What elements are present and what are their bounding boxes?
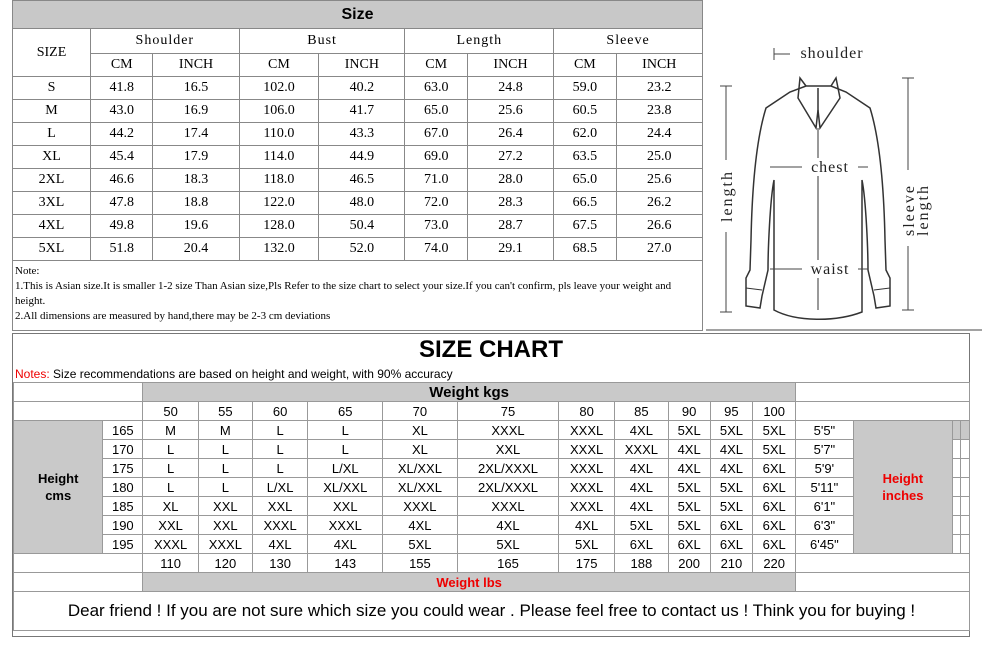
recommended-size-cell: 4XL [668,459,710,478]
recommended-size-cell: XXXL [559,459,615,478]
recommended-size-cell: XXXL [457,497,559,516]
measurement-cell: 46.6 [91,169,153,192]
length-label: length [719,170,736,222]
notes-label: Notes: [15,367,50,381]
table-row [14,459,970,478]
unit-header: INCH [616,54,702,77]
unit-header: CM [405,54,467,77]
height-cms-header [14,421,103,554]
size-chart-notes [15,367,453,381]
waist-label: waist [810,261,850,278]
height-inch-cell: 5'9' [796,459,854,478]
table-row [14,478,970,497]
recommended-size-cell: XXL [252,497,308,516]
recommended-size-cell: 5XL [753,421,796,440]
measurement-cell: 27.0 [616,238,702,261]
size-label: 4XL [13,215,91,238]
measurement-cell: 29.1 [467,238,553,261]
height-inch-cell: 5'11" [796,478,854,497]
recommended-size-cell: L [252,440,308,459]
weight-lbs-cell: 155 [383,554,458,573]
measurement-cell: 26.2 [616,192,702,215]
recommended-size-cell: 4XL [559,516,615,535]
recommended-size-cell: 4XL [614,497,668,516]
blank-cell [953,497,961,516]
contact-message: Dear friend ! If you are not sure which size you could wear . Please feel free to contact us ! Think you for buying ! [14,592,970,631]
shoulder-label: shoulder [800,45,864,62]
recommended-size-cell: XXXL [559,440,615,459]
measurement-cell: 73.0 [405,215,467,238]
weight-lbs-cell: 220 [753,554,796,573]
size-label: 5XL [13,238,91,261]
table-row [13,215,703,238]
recommended-size-cell: 5XL [753,440,796,459]
measurement-cell: 20.4 [153,238,239,261]
height-inches-label-1: Height [882,471,924,486]
measurement-cell: 74.0 [405,238,467,261]
recommended-size-cell: 4XL [614,478,668,497]
table-row [13,146,703,169]
measurement-cell: 25.6 [467,100,553,123]
table-row [14,440,970,459]
table-row [14,421,970,440]
recommended-size-cell: XXXL [559,497,615,516]
measurement-cell: 27.2 [467,146,553,169]
table-row [13,123,703,146]
shirt-measurement-diagram [706,0,982,333]
recommended-size-cell: XXXL [252,516,308,535]
size-notes [13,261,703,331]
recommended-size-cell: 4XL [668,440,710,459]
size-label: S [13,77,91,100]
size-label: XL [13,146,91,169]
measurement-cell: 63.0 [405,77,467,100]
note-title: Note: [15,265,40,277]
weight-lbs-cell: 130 [252,554,308,573]
recommended-size-cell: 6XL [753,459,796,478]
recommended-size-cell: L [252,459,308,478]
recommended-size-cell: XXXL [559,421,615,440]
recommended-size-cell: 4XL [614,459,668,478]
recommended-size-cell: XL/XXL [383,459,458,478]
recommended-size-cell: XXXL [559,478,615,497]
recommended-size-cell: 4XL [710,459,753,478]
recommended-size-cell: 6XL [753,497,796,516]
measurement-cell: 59.0 [554,77,616,100]
measurement-cell: 69.0 [405,146,467,169]
recommended-size-cell: 5XL [559,535,615,554]
weight-lbs-cell: 165 [457,554,559,573]
height-cm-cell: 170 [103,440,143,459]
blank-cell [796,573,970,592]
measurement-cell: 28.7 [467,215,553,238]
size-label: 3XL [13,192,91,215]
measurement-cell: 48.0 [319,192,405,215]
measurement-cell: 118.0 [239,169,319,192]
size-label: M [13,100,91,123]
weight-kg-cell: 50 [143,402,199,421]
measurement-cell: 45.4 [91,146,153,169]
recommended-size-cell: 6XL [753,535,796,554]
recommended-size-cell: L [143,478,199,497]
blank-cell [953,516,961,535]
recommended-size-cell: XXXL [457,421,559,440]
recommended-size-cell: 5XL [710,497,753,516]
weight-lbs-label: Weight lbs [143,573,796,592]
recommended-size-cell: L [308,440,383,459]
measurement-cell: 122.0 [239,192,319,215]
height-cm-cell: 165 [103,421,143,440]
weight-lbs-cell: 210 [710,554,753,573]
measurement-cell: 28.0 [467,169,553,192]
weight-kg-cell: 90 [668,402,710,421]
measurement-cell: 47.8 [91,192,153,215]
measurement-cell: 41.7 [319,100,405,123]
measurement-cell: 23.8 [616,100,702,123]
recommended-size-cell: XL/XXL [308,478,383,497]
measurement-cell: 49.8 [91,215,153,238]
height-cm-cell: 195 [103,535,143,554]
weight-kg-cell: 70 [383,402,458,421]
blank-cell [960,497,969,516]
length-header: Length [405,29,554,54]
measurement-cell: 110.0 [239,123,319,146]
weight-lbs-cell: 110 [143,554,199,573]
weight-kg-cell: 55 [198,402,252,421]
unit-header: INCH [467,54,553,77]
recommended-size-cell: 6XL [710,516,753,535]
blank-cell [960,459,969,478]
recommended-size-cell: 5XL [668,516,710,535]
blank-cell [960,478,969,497]
measurement-cell: 65.0 [405,100,467,123]
recommended-size-cell: 5XL [614,516,668,535]
table-row [14,516,970,535]
measurement-cell: 132.0 [239,238,319,261]
height-inch-cell: 6'45" [796,535,854,554]
measurement-cell: 67.5 [554,215,616,238]
recommended-size-cell: L [198,459,252,478]
recommended-size-cell: XXXL [198,535,252,554]
table-row [13,192,703,215]
height-inch-cell: 6'3" [796,516,854,535]
height-weight-table [13,382,970,631]
bust-header: Bust [239,29,405,54]
height-inches-header [853,421,952,554]
measurement-cell: 68.5 [554,238,616,261]
recommended-size-cell: 4XL [252,535,308,554]
blank-cell [14,402,143,421]
recommended-size-cell: 4XL [308,535,383,554]
blank-cell [796,554,970,573]
blank-cell [14,554,143,573]
measurement-cell: 52.0 [319,238,405,261]
height-cms-label-1: Height [37,471,79,486]
recommended-size-cell: XXL [308,497,383,516]
height-cms-label-2: cms [45,488,72,503]
unit-header: CM [554,54,616,77]
measurement-cell: 71.0 [405,169,467,192]
height-cm-cell: 190 [103,516,143,535]
blank-cell [14,383,143,402]
height-inch-cell: 5'5" [796,421,854,440]
recommended-size-cell: XL [143,497,199,516]
weight-kg-cell: 80 [559,402,615,421]
measurement-cell: 24.4 [616,123,702,146]
measurement-cell: 43.0 [91,100,153,123]
table-row [13,77,703,100]
measurement-cell: 65.0 [554,169,616,192]
table-row [13,169,703,192]
recommended-size-cell: 5XL [668,421,710,440]
size-chart [12,333,970,637]
measurement-cell: 40.2 [319,77,405,100]
recommended-size-cell: XXL [198,497,252,516]
measurement-cell: 19.6 [153,215,239,238]
recommended-size-cell: 5XL [710,478,753,497]
measurement-cell: 67.0 [405,123,467,146]
size-table-title: Size [13,1,703,29]
blank-cell [14,573,143,592]
recommended-size-cell: L/XL [308,459,383,478]
measurement-cell: 28.3 [467,192,553,215]
recommended-size-cell: 6XL [753,478,796,497]
table-row [13,100,703,123]
blank-cell [796,402,970,421]
sleeve-label: sleeve [901,184,918,236]
measurement-cell: 16.5 [153,77,239,100]
note-1: 1.This is Asian size.It is smaller 1-2 size Than Asian size,Pls Refer to the size chart to select your size.If you can't confirm, pls leave your weight and height. [15,280,672,307]
sleeve-length-label: length [915,184,932,236]
recommended-size-cell: 5XL [668,478,710,497]
recommended-size-cell: 5XL [383,535,458,554]
recommended-size-cell: M [143,421,199,440]
weight-kg-cell: 75 [457,402,559,421]
measurement-cell: 17.9 [153,146,239,169]
recommended-size-cell: M [198,421,252,440]
recommended-size-cell: 4XL [710,440,753,459]
recommended-size-cell: L [143,440,199,459]
unit-header: CM [91,54,153,77]
weight-lbs-cell: 188 [614,554,668,573]
recommended-size-cell: XXL [457,440,559,459]
unit-header: CM [239,54,319,77]
blank-cell [960,516,969,535]
weight-lbs-cell: 143 [308,554,383,573]
weight-lbs-cell: 200 [668,554,710,573]
unit-header: INCH [153,54,239,77]
size-column-header: SIZE [13,29,91,77]
blank-cell [953,459,961,478]
recommended-size-cell: XL/XXL [383,478,458,497]
recommended-size-cell: 4XL [457,516,559,535]
measurement-cell: 25.6 [616,169,702,192]
measurement-cell: 43.3 [319,123,405,146]
size-label: 2XL [13,169,91,192]
recommended-size-cell: XXL [143,516,199,535]
recommended-size-cell: 4XL [383,516,458,535]
recommended-size-cell: 2XL/XXXL [457,459,559,478]
note-2: 2.All dimensions are measured by hand,there may be 2-3 cm deviations [15,310,331,322]
shirt-illustration [706,0,982,333]
blank-cell [953,478,961,497]
weight-kg-cell: 85 [614,402,668,421]
blank-cell [953,440,961,459]
measurement-cell: 44.2 [91,123,153,146]
recommended-size-cell: 4XL [614,421,668,440]
weight-kg-cell: 100 [753,402,796,421]
weight-lbs-cell: 120 [198,554,252,573]
measurement-cell: 72.0 [405,192,467,215]
height-cm-cell: 180 [103,478,143,497]
measurement-cell: 26.6 [616,215,702,238]
recommended-size-cell: XL [383,440,458,459]
measurement-cell: 17.4 [153,123,239,146]
unit-header: INCH [319,54,405,77]
weight-kg-cell: 95 [710,402,753,421]
weight-kg-cell: 60 [252,402,308,421]
height-cm-cell: 185 [103,497,143,516]
recommended-size-cell: 6XL [614,535,668,554]
measurement-cell: 23.2 [616,77,702,100]
chest-label: chest [811,159,849,176]
blank-cell [953,535,961,554]
table-row [14,497,970,516]
height-inch-cell: 5'7" [796,440,854,459]
recommended-size-cell: 2XL/XXXL [457,478,559,497]
blank-cell [796,383,970,402]
blank-cell [953,421,961,440]
recommended-size-cell: XXXL [143,535,199,554]
recommended-size-cell: L/XL [252,478,308,497]
measurement-cell: 44.9 [319,146,405,169]
recommended-size-cell: 5XL [457,535,559,554]
measurement-cell: 114.0 [239,146,319,169]
notes-text: Size recommendations are based on height and weight, with 90% accuracy [49,367,453,381]
recommended-size-cell: L [308,421,383,440]
weight-lbs-cell: 175 [559,554,615,573]
blank-cell [960,440,969,459]
recommended-size-cell: 6XL [753,516,796,535]
measurement-cell: 50.4 [319,215,405,238]
measurement-cell: 46.5 [319,169,405,192]
recommended-size-cell: L [252,421,308,440]
measurement-cell: 63.5 [554,146,616,169]
measurement-cell: 18.8 [153,192,239,215]
weight-kgs-header: Weight kgs [143,383,796,402]
shoulder-header: Shoulder [91,29,240,54]
measurement-cell: 106.0 [239,100,319,123]
measurement-cell: 60.5 [554,100,616,123]
sleeve-header: Sleeve [554,29,703,54]
table-row [13,238,703,261]
measurement-cell: 128.0 [239,215,319,238]
table-row [14,535,970,554]
measurement-cell: 51.8 [91,238,153,261]
measurement-cell: 25.0 [616,146,702,169]
measurement-cell: 62.0 [554,123,616,146]
recommended-size-cell: XXXL [383,497,458,516]
recommended-size-cell: XXL [198,516,252,535]
weight-kg-cell: 65 [308,402,383,421]
blank-cell [960,535,969,554]
measurement-cell: 16.9 [153,100,239,123]
size-label: L [13,123,91,146]
measurement-cell: 41.8 [91,77,153,100]
recommended-size-cell: L [143,459,199,478]
size-chart-title: SIZE CHART [419,336,563,363]
recommended-size-cell: L [198,440,252,459]
recommended-size-cell: XL [383,421,458,440]
recommended-size-cell: 6XL [668,535,710,554]
recommended-size-cell: 5XL [710,421,753,440]
measurement-cell: 18.3 [153,169,239,192]
measurement-cell: 24.8 [467,77,553,100]
measurement-cell: 26.4 [467,123,553,146]
measurement-cell: 66.5 [554,192,616,215]
recommended-size-cell: L [198,478,252,497]
recommended-size-cell: XXXL [308,516,383,535]
recommended-size-cell: 6XL [710,535,753,554]
blank-cell [960,421,969,440]
recommended-size-cell: 5XL [668,497,710,516]
height-inch-cell: 6'1" [796,497,854,516]
size-table [12,0,703,331]
measurement-cell: 102.0 [239,77,319,100]
height-cm-cell: 175 [103,459,143,478]
recommended-size-cell: XXXL [614,440,668,459]
height-inches-label-2: inches [882,488,924,503]
